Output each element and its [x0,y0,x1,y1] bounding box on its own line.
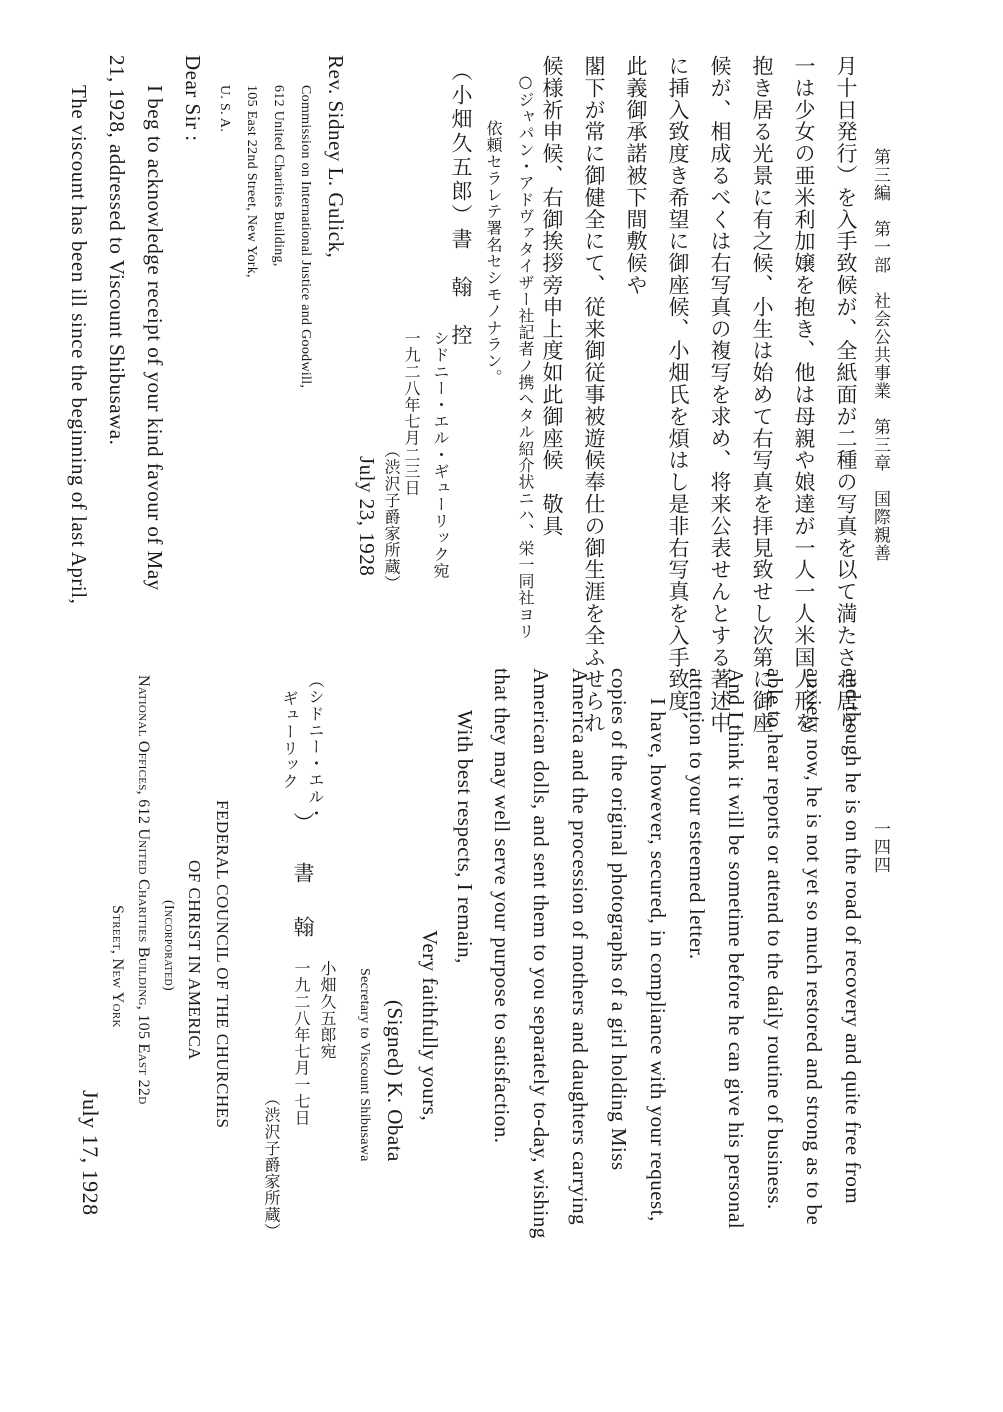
jp-body-line: 此義御承諾被下間敷候や [624,55,648,296]
letter-heading-title: 書 翰 [291,862,315,943]
letter-date: July 17, 1928 [78,1090,103,1216]
letter-body-line: I beg to acknowledge receipt of your kind favour of May [143,85,167,591]
letter-body-line: that they may well serve your purpose to satisfaction. [490,668,514,1144]
letter-body-line: America and the procession of mothers and daughters carrying [568,668,592,1226]
letter-body-line: 21, 1928, addressed to Viscount Shibusawa. [105,55,129,446]
closing-respects: With best respects, I remain, [453,710,477,964]
closing-faithfully: Very faithfully yours, [418,930,442,1122]
jp-body-line: 月十日発行）を入手致候が、全紙面が二種の写真を以て満たされ居り [834,55,858,734]
closing-signature: (Signed) K. Obata [383,1000,407,1162]
running-head: 第三編 第一部 社会公共事業 第三章 国際親善 [870,148,890,562]
letter-body-line: I have, however, secured, in compliance with your request, [646,698,670,1222]
letter-body-line: able to hear reports or attend to the daily routine of business. [763,668,787,1210]
letter-body-line: and though he is on the road of recovery and quite free from [841,668,865,1205]
letterhead-line: FEDERAL COUNCIL OF THE CHURCHES [213,800,232,1129]
address-line: Commission on International Justice and Goodwill, [298,85,313,389]
addressee-name: Rev. Sidney L. Gulick, [324,55,348,259]
letterhead-line: Street, New York [109,905,126,1028]
letter-heading-title-part: （シドニー・エル・ [306,672,325,822]
letter-heading-title-bracket: ） [291,812,315,834]
letterhead-line: OF CHRIST IN AMERICA [185,860,204,1061]
letter-heading-title-part: ギューリック [280,690,299,790]
letter-heading-addressee: 小畑久五郎宛 [318,960,337,1060]
letter-heading-source: （渋沢子爵家所蔵） [262,1090,281,1240]
letter-body-line: copies of the original photographs of a girl holding Miss [607,668,631,1171]
jp-body-line: 一は少女の亜米利加嬢を抱き、他は母親や娘達が一人一人米国人形を [792,55,816,734]
page-number: 一四四 [870,820,890,874]
address-line: U. S. A. [217,85,232,133]
address-line: 612 United Charities Building, [271,85,286,267]
jp-body-line: に挿入致度き希望に御座候、小畑氏を煩はし是非右写真を入手致度、 [666,55,690,734]
letter-body-line: American dolls, and sent them to you separately to-day, wishing [529,668,553,1239]
letter-date: July 23, 1928 [355,456,379,577]
letter-heading-date: 一九二八年七月一七日 [292,960,311,1126]
letter-heading-addressee: シドニー・エル・ギューリック宛 [431,330,450,579]
salutation: Dear Sir : [181,55,205,142]
address-line: 105 East 22nd Street, New York, [244,85,259,278]
jp-body-line: 抱き居る光景に有之候、小生は始めて右写真を拝見致せし次第に御座 [750,55,774,734]
editor-note-line: ○ジャパン・アドヴァタイザー社記者ノ携ヘタル紹介状ニハ、栄一同社ヨリ [516,72,535,640]
letter-body-line: attention to your esteemed letter. [685,668,709,960]
letter-heading-title: （小畑久五郎）書 翰 控 [449,60,473,348]
letter-heading-source: （渋沢子爵家所蔵） [382,442,401,592]
jp-body-line: 候様祈申候、右御挨拶旁申上度如此御座候 敬具 [540,55,564,537]
letter-body-line: anxiety now, he is not yet so much restored and strong as to be [802,668,826,1226]
jp-body-line: 閣下が常に御健全にて、従来御従事被遊候奉仕の御生涯を全ふせられ [582,55,606,734]
editor-note-line: 依頼セラレテ署名セシモノナラン。 [484,120,503,386]
letterhead-line: (Incorporated) [161,900,176,991]
letterhead-line: National Offices, 612 United Charities Building, 105 East 22d [135,675,152,1105]
jp-body-line: 候が、相成るべくは右写真の複写を求め、将来公表せんとする著述中 [708,55,732,734]
closing-secretary: Secretary to Viscount Shibusawa [357,968,372,1162]
letter-body-line: The viscount has been ill since the beginning of last April, [67,85,91,605]
letter-body-line: And I think it will be sometime before he can give his personal [724,668,748,1230]
letter-heading-date: 一九二八年七月二三日 [402,330,421,496]
